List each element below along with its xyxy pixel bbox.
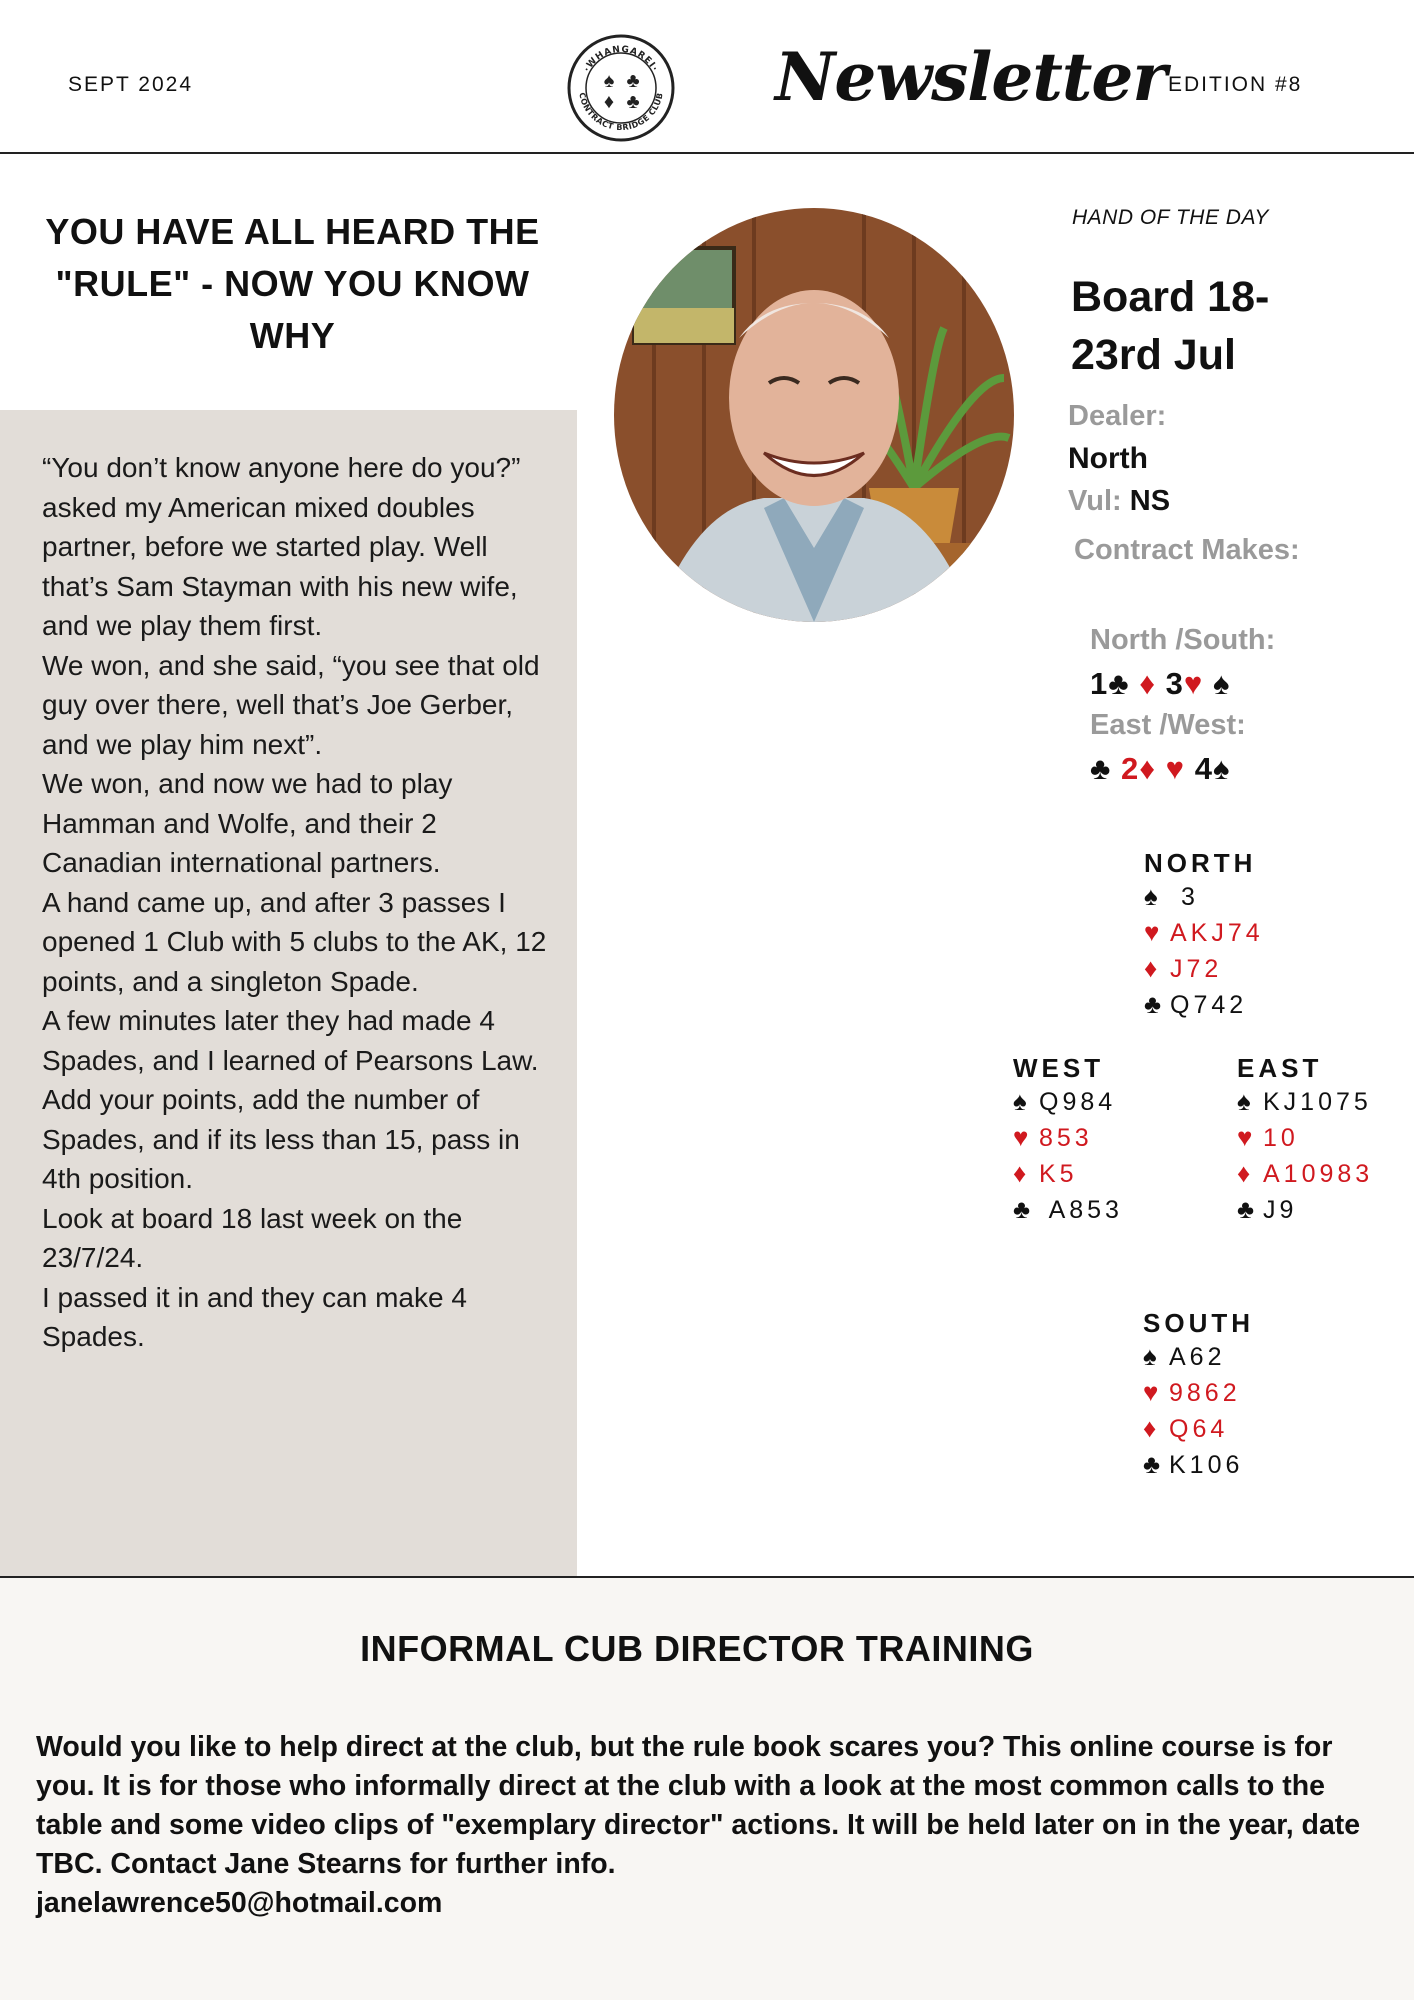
north-diamonds — [1144, 951, 1264, 987]
spade-icon: ♠ — [1144, 881, 1158, 911]
training-text: Would you like to help direct at the club, but the rule book scares you? This online course is for you. It is for those who informally direct at the club with a look at the most common calls to the table and some video clips of "exemplary director" actions. It will be held later on in the year, date TBC. Contact Jane Stearns for further info. — [36, 1731, 1361, 1880]
vulnerability — [1068, 485, 1170, 518]
club-icon: ♣ — [1108, 666, 1130, 701]
heart-icon: ♥ — [1237, 1122, 1253, 1152]
author-photo — [614, 208, 1014, 622]
south-hearts-cards: 9862 — [1169, 1379, 1241, 1407]
east-spades — [1237, 1084, 1373, 1120]
header-divider — [0, 152, 1414, 154]
newsletter-date: SEPT 2024 — [68, 73, 194, 96]
east-clubs — [1237, 1192, 1373, 1228]
article-paragraph: We won, and now we had to play Hamman and Wolfe, and their 2 Canadian international partners. — [42, 768, 453, 878]
contract-makes-label: Contract Makes: — [1074, 534, 1300, 566]
club-logo — [565, 32, 677, 144]
ns-label: North /South: — [1090, 624, 1276, 656]
edition-number: EDITION #8 — [1168, 73, 1303, 96]
north-spades — [1144, 879, 1264, 915]
east-diamonds — [1237, 1156, 1373, 1192]
article-headline: YOU HAVE ALL HEARD THE "RULE" - NOW YOU KNOW WHY — [45, 211, 540, 356]
diamond-icon: ♦ — [1139, 751, 1157, 786]
heart-icon: ♥ — [1165, 751, 1186, 786]
spade-icon: ♠ — [1143, 1341, 1157, 1371]
ns-makes — [1090, 666, 1230, 702]
heart-icon: ♥ — [1144, 917, 1160, 947]
hand-of-day-label: HAND OF THE DAY — [1072, 206, 1269, 229]
north-diamonds-cards: J72 — [1170, 955, 1223, 983]
club-icon: ♣ — [1143, 1449, 1161, 1479]
north-hearts — [1144, 915, 1264, 951]
ew-label: East /West: — [1090, 709, 1246, 741]
svg-text:♦: ♦ — [603, 91, 615, 113]
west-spades-cards: Q984 — [1039, 1088, 1117, 1116]
club-icon: ♣ — [1013, 1194, 1031, 1224]
west-hearts-cards: 853 — [1039, 1124, 1093, 1152]
diamond-icon: ♦ — [1237, 1158, 1251, 1188]
newsletter-title: Newsletter — [775, 38, 1167, 116]
footer-divider — [0, 1576, 1414, 1578]
article-paragraph: Add your points, add the number of Spades, and if its less than 15, pass in 4th position. — [42, 1084, 520, 1194]
vul-label: Vul: — [1068, 485, 1122, 517]
article-paragraph: I passed it in and they can make 4 Spades. — [42, 1281, 467, 1352]
south-clubs — [1143, 1447, 1254, 1483]
east-hearts — [1237, 1120, 1373, 1156]
dealer-value: North — [1068, 442, 1148, 475]
club-icon: ♣ — [1237, 1194, 1255, 1224]
west-diamonds — [1013, 1156, 1123, 1192]
west-hearts — [1013, 1120, 1123, 1156]
spade-icon: ♠ — [1237, 1086, 1251, 1116]
article-paragraph: A hand came up, and after 3 passes I opened 1 Club with 5 clubs to the AK, 12 points, and a singleton Spade. — [42, 886, 547, 997]
svg-text:♠: ♠ — [603, 70, 615, 92]
diamond-icon: ♦ — [1144, 953, 1158, 983]
ns-club-level: 1 — [1090, 666, 1109, 701]
spade-icon: ♠ — [1212, 751, 1231, 786]
club-icon: ♣ — [1144, 989, 1162, 1019]
south-spades-cards: A62 — [1169, 1343, 1226, 1371]
spade-icon: ♠ — [1013, 1086, 1027, 1116]
article-paragraph: Look at board 18 last week on the 23/7/24. — [42, 1202, 463, 1273]
north-hearts-cards: AKJ74 — [1170, 919, 1264, 947]
south-spades — [1143, 1339, 1254, 1375]
south-title: SOUTH — [1143, 1308, 1254, 1338]
west-clubs-cards: A853 — [1039, 1196, 1123, 1224]
ns-heart-level: 3 — [1165, 666, 1184, 701]
south-diamonds-cards: Q64 — [1169, 1415, 1229, 1443]
article-paragraph: We won, and she said, “you see that old guy over there, well that’s Joe Gerber, and we play him next”. — [42, 649, 540, 760]
diamond-icon: ♦ — [1143, 1413, 1157, 1443]
ew-makes — [1090, 751, 1230, 787]
east-diamonds-cards: A10983 — [1263, 1160, 1374, 1188]
west-clubs — [1013, 1192, 1123, 1228]
club-icon: ♣ — [1090, 751, 1112, 786]
north-spades-cards: 3 — [1170, 883, 1199, 911]
ew-spade-level: 4 — [1194, 751, 1213, 786]
svg-text:♣: ♣ — [626, 91, 640, 113]
west-title: WEST — [1013, 1053, 1105, 1083]
article-body — [42, 448, 552, 1357]
contact-email[interactable]: janelawrence50@hotmail.com — [36, 1887, 443, 1919]
heart-icon: ♥ — [1013, 1122, 1029, 1152]
north-clubs — [1144, 987, 1264, 1023]
north-clubs-cards: Q742 — [1170, 991, 1248, 1019]
north-hand — [1144, 848, 1264, 1023]
south-hand — [1143, 1308, 1254, 1483]
spade-icon: ♠ — [1212, 666, 1231, 701]
training-body — [36, 1728, 1366, 1923]
training-title: INFORMAL CUB DIRECTOR TRAINING — [360, 1628, 1034, 1669]
dealer-label: Dealer: — [1068, 400, 1167, 432]
west-spades — [1013, 1084, 1123, 1120]
vul-value: NS — [1129, 485, 1171, 517]
svg-text:♣: ♣ — [626, 70, 640, 92]
article-paragraph: A few minutes later they had made 4 Spades, and I learned of Pearsons Law. — [42, 1005, 539, 1076]
diamond-icon: ♦ — [1139, 666, 1157, 701]
east-spades-cards: KJ1075 — [1263, 1088, 1372, 1116]
south-clubs-cards: K106 — [1169, 1451, 1244, 1479]
south-diamonds — [1143, 1411, 1254, 1447]
north-title: NORTH — [1144, 848, 1257, 878]
east-clubs-cards: J9 — [1263, 1196, 1298, 1224]
west-hand — [1013, 1053, 1123, 1228]
south-hearts — [1143, 1375, 1254, 1411]
east-hand — [1237, 1053, 1373, 1228]
east-hearts-cards: 10 — [1263, 1124, 1299, 1152]
heart-icon: ♥ — [1183, 666, 1204, 701]
board-title: Board 18- 23rd Jul — [1071, 273, 1270, 379]
ew-diamond-level: 2 — [1120, 751, 1140, 786]
svg-text:CONTRACT BRIDGE CLUB: CONTRACT BRIDGE CLUB — [577, 91, 665, 133]
heart-icon: ♥ — [1143, 1377, 1159, 1407]
article-paragraph: “You don’t know anyone here do you?” asked my American mixed doubles partner, before we started play. Well that’s Sam Stayman with his new wife, and we play them first. — [42, 452, 521, 641]
diamond-icon: ♦ — [1013, 1158, 1027, 1188]
west-diamonds-cards: K5 — [1039, 1160, 1078, 1188]
east-title: EAST — [1237, 1053, 1323, 1083]
svg-text:·WHANGAREI·: ·WHANGAREI· — [582, 44, 660, 74]
